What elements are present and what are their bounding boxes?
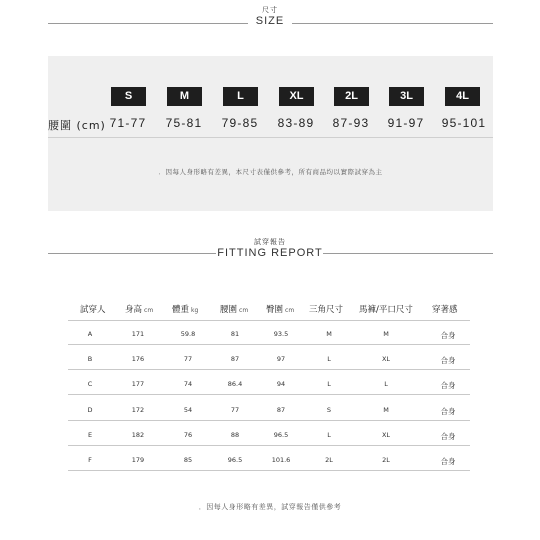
fitting-title-rule-left bbox=[48, 253, 216, 254]
table-cell: M bbox=[383, 405, 389, 414]
table-cell: L bbox=[327, 380, 331, 389]
waist-value-xl: 83-89 bbox=[277, 116, 315, 130]
table-cell: 合身 bbox=[440, 457, 456, 466]
fitting-title: FITTING REPORT bbox=[217, 247, 323, 259]
table-cell: 59.8 bbox=[180, 330, 196, 338]
fitting-title-small: 試穿報告 bbox=[254, 238, 286, 246]
table-header-label: 身高 bbox=[125, 305, 143, 315]
table-cell: XL bbox=[381, 355, 391, 364]
waist-value-m: 75-81 bbox=[165, 116, 203, 130]
fitting-section-header bbox=[0, 237, 540, 259]
table-cell: S bbox=[326, 405, 332, 414]
table-row-rule bbox=[68, 394, 470, 395]
size-badge-2l: 2L bbox=[334, 87, 369, 106]
waist-value-3l: 91-97 bbox=[387, 116, 425, 130]
table-header-7 bbox=[432, 303, 458, 315]
table-header-label: 臀圍 bbox=[266, 305, 284, 315]
table-header-unit: kg bbox=[191, 307, 199, 314]
table-cell: L bbox=[327, 355, 331, 364]
table-header-4 bbox=[266, 303, 294, 315]
table-cell: 合身 bbox=[440, 356, 456, 366]
table-cell: C bbox=[87, 380, 93, 389]
table-cell: 2L bbox=[382, 456, 390, 464]
size-badge-m: M bbox=[167, 87, 202, 106]
table-header-0 bbox=[80, 303, 106, 315]
table-cell: 171 bbox=[131, 330, 145, 338]
table-header-label: 穿著感 bbox=[432, 305, 458, 315]
table-cell: 88 bbox=[230, 430, 240, 439]
table-cell: 77 bbox=[183, 355, 193, 364]
size-title-small: 尺寸 bbox=[262, 6, 278, 14]
table-cell: L bbox=[384, 380, 388, 389]
table-cell: L bbox=[327, 430, 331, 439]
table-cell: 85 bbox=[183, 456, 193, 464]
table-cell: 合身 bbox=[440, 431, 456, 441]
table-cell: 177 bbox=[131, 380, 145, 389]
table-cell: A bbox=[87, 330, 93, 338]
table-header-6 bbox=[359, 303, 413, 315]
waist-value-s: 71-77 bbox=[109, 116, 147, 130]
waist-label: 腰圍 (cm) bbox=[48, 119, 106, 132]
table-header-label: 三角尺寸 bbox=[309, 305, 344, 315]
table-row-rule bbox=[68, 470, 470, 471]
table-cell: 96.5 bbox=[227, 456, 243, 464]
table-cell: B bbox=[87, 355, 93, 364]
table-header-label: 馬褲/平口尺寸 bbox=[359, 305, 413, 315]
table-header-label: 體重 bbox=[172, 305, 190, 315]
table-header-unit: cm bbox=[285, 307, 295, 314]
table-header-3 bbox=[220, 303, 248, 315]
size-badge-s: S bbox=[111, 87, 146, 106]
table-row-rule bbox=[68, 445, 470, 446]
table-cell: D bbox=[87, 405, 93, 414]
table-row-rule bbox=[68, 420, 470, 421]
table-cell: 76 bbox=[183, 430, 193, 439]
table-header-2 bbox=[172, 303, 198, 315]
table-row-rule bbox=[68, 369, 470, 370]
size-title-rule-left bbox=[48, 23, 248, 24]
size-note: ．因每人身形略有差異，本尺寸表僅供參考，所有商品均以實際試穿為主 bbox=[158, 168, 383, 176]
size-badge-l: L bbox=[223, 87, 258, 106]
table-cell: 94 bbox=[276, 380, 286, 389]
table-cell: 合身 bbox=[440, 406, 456, 416]
fitting-note: ．因每人身形略有差異，試穿報告僅供參考 bbox=[198, 503, 342, 511]
table-cell: 74 bbox=[183, 380, 193, 389]
table-cell: 合身 bbox=[440, 381, 456, 391]
table-cell: 172 bbox=[131, 405, 145, 414]
table-header-label: 腰圍 bbox=[220, 305, 238, 315]
table-cell: 176 bbox=[131, 355, 145, 364]
table-cell: 101.6 bbox=[271, 456, 291, 464]
table-header-rule bbox=[68, 320, 470, 321]
table-cell: 86.4 bbox=[227, 380, 243, 389]
size-chart-panel bbox=[48, 56, 493, 211]
size-title: SIZE bbox=[255, 15, 285, 27]
table-header-unit: cm bbox=[144, 307, 154, 314]
waist-value-4l: 95-101 bbox=[441, 116, 487, 130]
waist-value-2l: 87-93 bbox=[332, 116, 370, 130]
size-title-rule-right bbox=[292, 23, 493, 24]
table-cell: F bbox=[88, 456, 92, 464]
table-cell: 2L bbox=[325, 456, 333, 464]
table-cell: 96.5 bbox=[273, 430, 289, 439]
table-cell: 81 bbox=[230, 330, 240, 338]
table-cell: M bbox=[383, 330, 389, 338]
size-badge-3l: 3L bbox=[389, 87, 424, 106]
table-cell: E bbox=[87, 430, 93, 439]
size-badge-4l: 4L bbox=[445, 87, 480, 106]
table-header-5 bbox=[309, 303, 343, 315]
table-cell: 77 bbox=[230, 405, 240, 414]
size-divider bbox=[48, 137, 493, 138]
fitting-title-rule-right bbox=[323, 253, 493, 254]
table-cell: 97 bbox=[276, 355, 286, 364]
size-badge-xl: XL bbox=[279, 87, 314, 106]
table-header-1 bbox=[125, 303, 153, 315]
table-row-rule bbox=[68, 344, 470, 345]
table-cell: 93.5 bbox=[273, 330, 289, 338]
table-cell: 87 bbox=[276, 405, 286, 414]
table-header-unit: cm bbox=[239, 307, 249, 314]
table-cell: 合身 bbox=[440, 331, 456, 340]
table-cell: 182 bbox=[131, 430, 145, 439]
table-header-label: 試穿人 bbox=[80, 305, 106, 315]
table-cell: 179 bbox=[131, 456, 145, 464]
table-cell: XL bbox=[381, 430, 391, 439]
table-cell: 54 bbox=[183, 405, 193, 414]
table-cell: M bbox=[326, 330, 332, 338]
waist-value-l: 79-85 bbox=[221, 116, 259, 130]
table-cell: 87 bbox=[230, 355, 240, 364]
